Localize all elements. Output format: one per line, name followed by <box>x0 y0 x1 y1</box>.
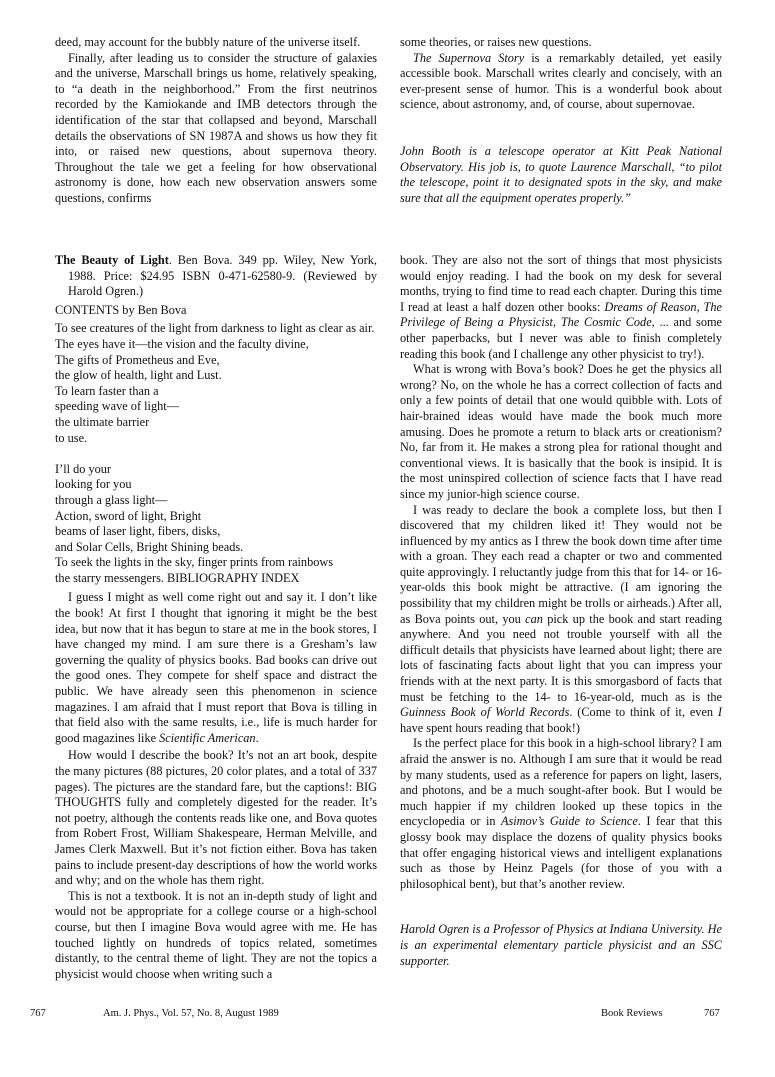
review1-paragraph: The Supernova Story is a remarkably detailed, yet easily accessible book. Marschall writes clearly and concisely, with an ever-present sense of humor. This is a wonderful book about science, about astronomy, and, of course, about supernovae. <box>400 50 722 112</box>
review2-paragraph: I guess I might as well come right out and say it. I don’t like the book! At first I thought that ignoring it might be the best idea, but now that it has begun to stare at me in the book stores, I have changed my mind. I am sure there is a Gresham’s law governing the quality of physics books. Bad books can drive out the good ones. They compete for shelf space and distract the public. We have already seen this phenomenon in science magazines. I am afraid that I must report that Bova is tilling in that field also with the same results, i.e., life is much harder for good magazines like Scientific American. <box>55 590 377 745</box>
poem-line: Action, sword of light, Bright <box>55 508 202 523</box>
footer-journal-citation: Am. J. Phys., Vol. 57, No. 8, August 1989 <box>103 1008 279 1019</box>
poem-line: To learn faster than a <box>55 383 159 398</box>
poem-line: beams of laser light, fibers, disks, <box>55 524 221 539</box>
book-title-italic: The Supernova Story <box>413 50 525 65</box>
review2-reviewer-bio: Harold Ogren is a Professor of Physics at Indiana University. He is an experimental elementary particle physicist and an SSC supporter. <box>400 922 722 968</box>
poem-line: the starry messengers. BIBLIOGRAPHY INDEX <box>55 570 300 585</box>
poem-line: The gifts of Prometheus and Eve, <box>55 352 220 367</box>
poem-line: speeding wave of light— <box>55 399 179 414</box>
poem-line: and Solar Cells, Bright Shining beads. <box>55 539 244 554</box>
review2-left-column <box>55 253 377 982</box>
review2-paragraph: What is wrong with Bova’s book? Does he get the physics all wrong? No, on the whole he has a correct collection of facts and only a few points of detail that one would quibble with. Lots of hair-brained ideas would have made the book much more amusing. Does he promote a return to black arts or creationism? No, far from it. He makes a strong plea for rational thought and conventional views. It is basically that the book is insipid. It is the most uninspired collection of science facts that I have read since my junior-high science course. <box>400 362 722 501</box>
review2-paragraph: Is the perfect place for this book in a high-school library? I am afraid the answer is no. Although I am sure that it would be read by many students, used as a reference for papers on light, lasers, and photons, and be a much sought-after book. But I would be much happier if my children looked up these topics in the encyclopedia or in Asimov’s Guide to Science. I fear that this glossy book may displace the dozens of quality physics books that offer engaging historical views and intelligent explanations such as those by Heinz Pagels (for those of you with a philosophical bent), but that’s another review. <box>400 736 722 891</box>
footer-left-page-number: 767 <box>30 1008 46 1019</box>
contents-heading: CONTENTS by Ben Bova <box>55 302 187 317</box>
review1-paragraph: deed, may account for the bubbly nature of the universe itself. <box>55 35 361 49</box>
review2-book-title: The Beauty of Light <box>55 253 169 267</box>
review2-paragraph: book. They are also not the sort of things that most physicists would enjoy reading. I had the book on my desk for several months, trying to find time to read each chapter. During this time I read at least a half dozen other books: Dreams of Reason, The Privilege of Being a Physicist, The Cosmic Code, ... and some other paperbacks, but I never was able to finish completely reading this book (and I challenge any other physicist to try!). <box>400 253 723 361</box>
contents-poem <box>55 321 377 586</box>
review2-citation: The Beauty of Light. Ben Bova. 349 pp. Wiley, New York, 1988. Price: $24.95 ISBN 0-471-62580-9. (Reviewed by Harold Ogren.) <box>55 253 378 299</box>
poem-line: The eyes have it—the vision and the faculty divine, <box>55 336 309 351</box>
poem-line: I’ll do your <box>55 461 112 476</box>
review2-paragraph: This is not a textbook. It is not an in-depth study of light and would not be appropriate for a college course or a high-school course, but then I imagine Bova would agree with me. He has touched lightly on hundreds of topics related, sometimes distantly, to the central theme of light. They are not the topics a physicist would choose when writing such a <box>55 888 377 981</box>
poem-line: To see creatures of the light from darkness to light as clear as air. <box>55 321 375 336</box>
review2-paragraph: How would I describe the book? It’s not an art book, despite the many pictures (88 pictures, 20 color plates, and a total of 337 pages). The pictures are the standard fare, but the captions!: BIG THOUGHTS fully and completely digested for the reader. It’s not poetry, although the contents reads like one, and Bova quotes from Robert Frost, William Shakespeare, Herman Melville, and James Clerk Maxwell. But it’s not fiction either. Bova has taken pains to include present-day descriptions of how the world works and why; and on the whole has them right. <box>55 748 377 888</box>
review1-left-column <box>55 35 377 207</box>
review1-paragraph: some theories, or raises new questions. <box>400 35 592 49</box>
review1-right-column <box>400 35 722 206</box>
review2-right-column <box>400 253 722 969</box>
poem-line: the ultimate barrier <box>55 414 150 429</box>
review2-paragraph: I was ready to declare the book a complete loss, but then I discovered that my children liked it! They would not be influenced by my antics as I threw the book down time after time with a groan. They each read a chapter or two and commented quite approvingly. I reluctantly judge from this that for 14- or 16-year-olds this book might be attractive. (I am ignoring the possibility that my children might be trolls or airheads.) After all, as Bova points out, you can pick up the book and start reading anywhere. And you need not trouble yourself with all the difficult details that physicists have learned about light; there are lots of fascinating facts about light that you can impress your friends with at the next party. It is this smorgasbord of facts that must be fetching to the 14- to 16-year-old, much as is the Guinness Book of World Records. (Come to think of it, even I have spent hours reading that book!) <box>400 502 723 735</box>
review1-paragraph: Finally, after leading us to consider the structure of galaxies and the universe, Marschall brings us home, relatively speaking, to “a death in the neighborhood.” From the first neutrinos recorded by the Kamiokande and IMB detectors through the identification of the star that collapsed and beyond, Marschall details the observations of SN 1987A and shows us how they fit into, or raised new questions, about supernova theory. Throughout the tale we get a feeling for how observational astronomy is done, how each new observation answers some questions, confirms <box>55 50 377 205</box>
poem-line: the glow of health, light and Lust. <box>55 368 222 383</box>
poem-line: looking for you <box>55 477 132 492</box>
review1-reviewer-bio: John Booth is a telescope operator at Kitt Peak National Observatory. His job is, to quote Laurence Marschall, “to pilot the telescope, point it to designated spots in the sky, and make sure that all the equipment operates properly.” <box>400 143 722 205</box>
footer-right-page-number: 767 <box>704 1008 720 1019</box>
footer-section-name: Book Reviews <box>601 1008 663 1019</box>
poem-line: to use. <box>55 430 88 445</box>
poem-line: To seek the lights in the sky, finger prints from rainbows <box>55 555 334 570</box>
poem-line: through a glass light— <box>55 492 168 507</box>
